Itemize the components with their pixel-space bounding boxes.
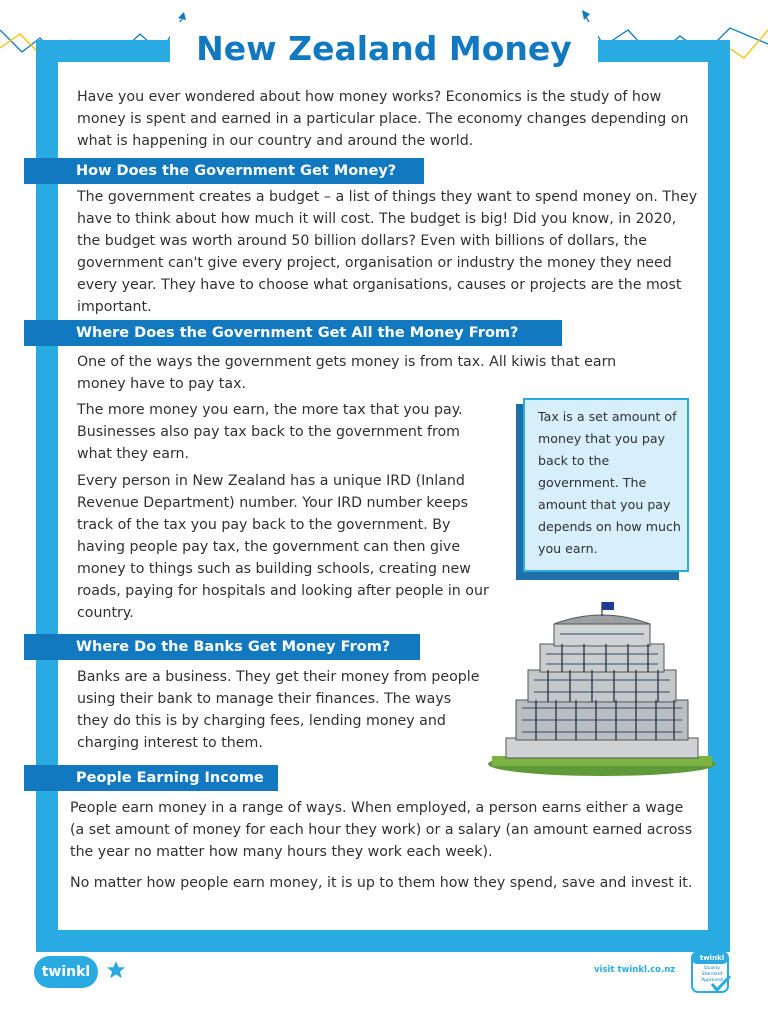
- section-paragraph: The government creates a budget – a list of things they want to spend money on. They have to think about how much it will cost. The budget is big! Did you know, in 2020, the budget was worth around 50 billion dollars? Even with billions of dollars, the government can't give every project, organisation or industry the money they need every year. They have to choose what organisations, causes or projects are the most important.: [77, 189, 698, 315]
- flag-icon: [602, 602, 614, 610]
- badge-title: twinkl: [699, 954, 725, 962]
- section-paragraph: People earn money in a range of ways. When employed, a person earns either a wage (a set amount of money for each hour they work) or a salary (an amount earned across the year no matter how many hours they work each week).: [70, 800, 693, 860]
- star-icon: [106, 960, 126, 980]
- section-paragraph: One of the ways the government gets money is from tax. All kiwis that earn money have to pay tax.: [77, 354, 617, 392]
- section-paragraph: Every person in New Zealand has a unique IRD (Inland Revenue Department) number. Your IRD number keeps track of the tax you pay back to the government. By having people pay tax, the government can then give money to things such as building schools, creating new roads, paying for hospitals and looking after people in our country.: [77, 473, 489, 621]
- footer-divider: [36, 942, 730, 944]
- section-paragraph: The more money you earn, the more tax that you pay. Businesses also pay tax back to the government from what they earn.: [77, 402, 463, 462]
- tax-callout-text: Tax is a set amount of money that you pay back to the government. The amount that you pay depends on how much you earn.: [538, 409, 681, 556]
- section-paragraph: No matter how people earn money, it is up to them how they spend, save and invest it.: [70, 875, 693, 891]
- section-heading-government-money: How Does the Government Get Money?: [24, 158, 424, 184]
- section-paragraph: Banks are a business. They get their money from people using their bank to manage their finances. The ways they do this is by charging fees, lending money and charging interest to them.: [77, 669, 480, 751]
- section-heading-where-money-from: Where Does the Government Get All the Money From?: [24, 320, 562, 346]
- intro-paragraph: Have you ever wondered about how money works? Economics is the study of how money is spent and earned in a particular place. The economy changes depending on what is happening in our country and around the world.: [77, 89, 689, 149]
- section-heading-banks: Where Do the Banks Get Money From?: [24, 634, 420, 660]
- beehive-building-illustration: [486, 600, 718, 778]
- page-title: New Zealand Money: [196, 29, 572, 68]
- section-heading-people-earning-income: People Earning Income: [24, 765, 278, 791]
- twinkl-logo[interactable]: twinkl: [34, 956, 98, 988]
- website-link[interactable]: visit twinkl.co.nz: [594, 965, 676, 975]
- badge-subtitle: Quality Standard Approved: [701, 966, 723, 983]
